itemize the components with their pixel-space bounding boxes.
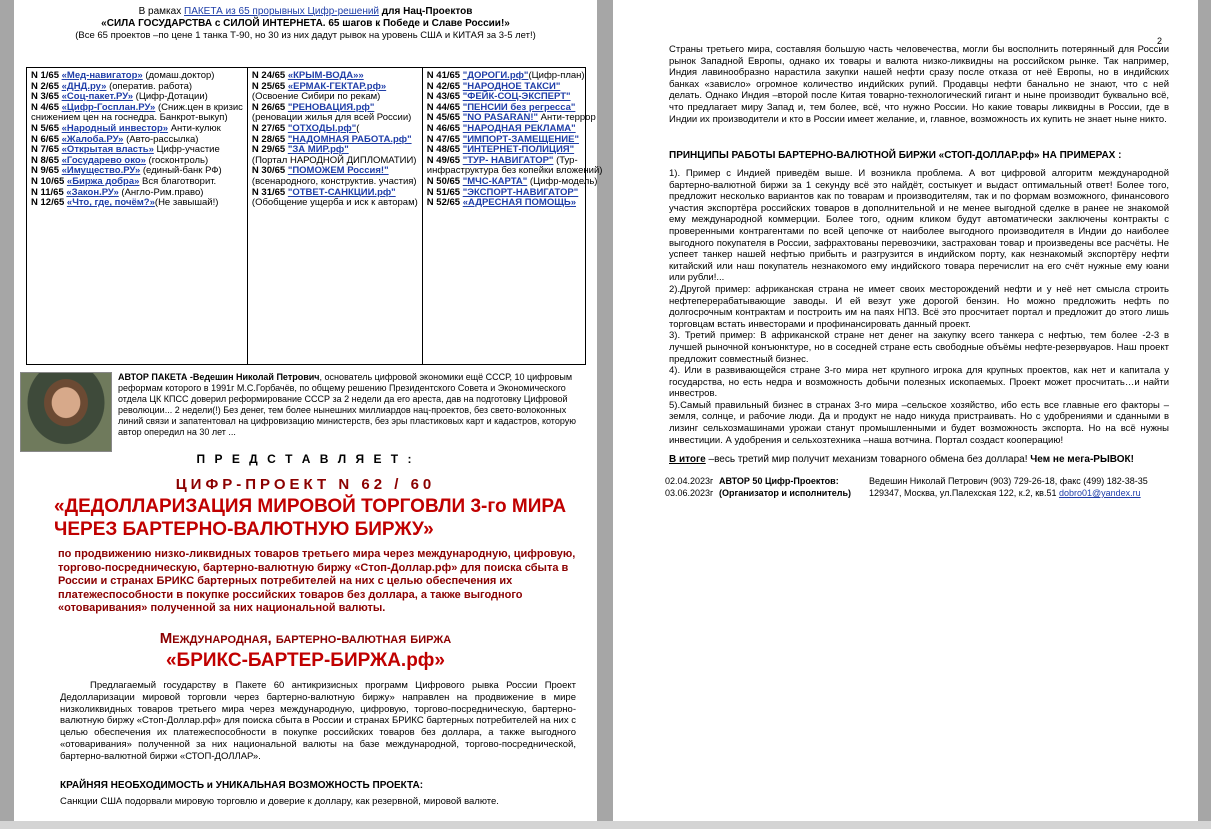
package-header xyxy=(14,0,597,42)
project-name-link[interactable]: "ТУР- НАВИГАТОР" xyxy=(462,154,554,166)
third-world-paragraph: Страны третьего мира, составляя большую часть человечества, могли бы восполнить потерянный для России рынок Западной Европы, однако их товары и валюта низко-ликвидны на российском рынке. Так например, Индия лавинообразно нарастила закупки нашей нефти сразу после отказа от неё Европы, но в индийских банках «зависло» огромное количество индийских рупий. Продавцы нефти банально не знают, что с ней делать. Однако Индия –второй после Китая товарно-технологический гигант и ныне производит буквально всё, что предлагает миру Запад и, тем более, всё, что нужно России. Но какие товары ликвидны в России, где в Индии их производители и кто в России имеет желание, и, главное, возможность их купить не знает ныне никто. xyxy=(669,44,1169,125)
signature-date-1: 02.04.2023г xyxy=(665,476,714,486)
project-number-label: N 28/65 xyxy=(251,133,286,145)
project-number-label: N 6/65 xyxy=(31,133,59,145)
project-number-label: N 4/65 xyxy=(31,101,59,113)
horizontal-scrollbar[interactable] xyxy=(0,821,1211,829)
project-name-link[interactable]: «Соц-пакет.РУ» xyxy=(61,91,134,103)
signature-date-2: 03.06.2023г xyxy=(665,488,714,498)
project-desc: снижением цен на госнедра. Банкрот-выкуп) xyxy=(31,112,228,124)
project-number-label: N 12/65 xyxy=(31,197,65,209)
author-photo xyxy=(20,372,112,452)
presents-heading: П Р Е Д С Т А В Л Я Е Т : xyxy=(196,452,415,466)
project-name-link[interactable]: "РЕНОВАЦИЯ.рф" xyxy=(287,101,375,113)
project-name-link[interactable]: "ИНТЕРНЕТ-ПОЛИЦИЯ" xyxy=(462,144,575,156)
project-name-link[interactable]: «Государево око» xyxy=(61,154,146,166)
sanctions-paragraph: Санкции США подорвали мировую торговлю и доверие к доллару, как резервной, мировой валюте. xyxy=(60,796,499,807)
project-number-label: N 1/65 xyxy=(31,70,59,81)
project-name-link[interactable]: «Закон.РУ» xyxy=(66,186,119,198)
project-number-label: N 7/65 xyxy=(31,144,59,156)
project-desc: (реновации жилья для всей России) xyxy=(251,112,412,124)
project-name-link[interactable]: «Цифр-Госплан.РУ» xyxy=(61,101,156,113)
project-number-label: N 26/65 xyxy=(251,101,286,113)
project-number-label: N 3/65 xyxy=(31,91,59,103)
project-name-link[interactable]: "NO PASARAN!" xyxy=(462,112,539,124)
project-number-label: N 44/65 xyxy=(426,101,461,113)
project-name-link[interactable]: «Жалоба.РУ» xyxy=(61,133,124,145)
exchange-type: Международная, бартерно-валютная биржа xyxy=(159,630,452,647)
project-row xyxy=(31,198,243,209)
header-suffix: для Нац-Проектов xyxy=(379,6,473,17)
project-number-label: N 29/65 xyxy=(251,144,286,156)
project-desc: (Цифр-Дотации) xyxy=(133,91,208,103)
example-1: 1). Пример с Индией приведём выше. И возникла проблема. А вот цифровой алгоритм международной бартерно-валютной биржи за 1 секунду всё это найдёт, состыкует и выдаст оптимальный ответ! Более того, предложит несколько вариантов как по товарам и производителям, так и по формам возможного, финансового участия экспортёра российских товаров в дополнительной и не менее выгодной сделке в ранее не знакомой ему международной коммерции. Более того, одним кликом будут автоматически заключены контракты с проверенными контрагентами по всей цепочке от наиболее выгодного производителя в Индии до наиболее выгодного покупателя в России, зафрахтованы перевозчики, застрахован товар и произведены все расчёты. Не успеет танкер нашей нефтью прибыть и разгрузится в индийском порту, как незнакомый экспортёру нефти китайский или наш покупатель незнакомого ему индийского товара перечислит на его счёт нужные ему юани или рубли!... xyxy=(669,168,1169,284)
author-name: -Ведешин Николай Петрович xyxy=(187,372,320,382)
project-number-label: N 52/65 xyxy=(426,197,461,209)
project-number-label: N 5/65 xyxy=(31,122,59,134)
project-number-label: N 25/65 xyxy=(251,80,286,92)
projects-column-2 xyxy=(248,68,423,364)
project-desc: (Цифр-модель) xyxy=(527,175,598,187)
project-desc: (госконтроль) xyxy=(145,154,209,166)
project-name-link[interactable]: «ДНД.ру» xyxy=(61,80,107,92)
conclusion xyxy=(669,454,1169,465)
project-title: «ДЕДОЛЛАРИЗАЦИЯ МИРОВОЙ ТОРГОВЛИ 3-го МИРА ЧЕРЕЗ БАРТЕРНО-ВАЛЮТНУЮ БИРЖУ» xyxy=(54,496,567,540)
principles-heading: ПРИНЦИПЫ РАБОТЫ БАРТЕРНО-ВАЛЮТНОЙ БИРЖИ «СТОП-ДОЛЛАР.рф» НА ПРИМЕРАХ : xyxy=(669,150,1122,161)
project-name-link[interactable]: "ПОМОЖЕМ Россия!" xyxy=(287,165,389,177)
projects-table xyxy=(26,67,603,365)
project-name-link[interactable]: "ПЕНСИИ без регресса" xyxy=(462,101,576,113)
project-row xyxy=(427,198,603,209)
project-name-link[interactable]: «Имущество.РУ» xyxy=(61,165,141,177)
project-name-link[interactable]: "ДОРОГИ.рф" xyxy=(462,70,529,81)
projects-column-3 xyxy=(423,68,607,364)
project-number-label: N 50/65 xyxy=(426,175,461,187)
author-block xyxy=(20,372,590,454)
project-desc: (Англо-Рим.право) xyxy=(118,186,204,198)
project-name-link[interactable]: "ЭКСПОРТ-НАВИГАТОР" xyxy=(462,186,579,198)
project-name-link[interactable]: "ЗА МИР.рф" xyxy=(287,144,349,156)
signature-address: 129347, Москва, ул.Палехская 122, к.2, кв.51 xyxy=(869,488,1059,498)
project-desc: (единый-банк РФ) xyxy=(140,165,222,177)
project-desc: (Освоение Сибири по рекам) xyxy=(251,91,381,103)
project-number: ЦИФР-ПРОЕКТ N 62 / 60 xyxy=(175,476,436,493)
project-name-link[interactable]: «Мед-навигатор» xyxy=(61,70,143,81)
project-desc: Вся благотворит. xyxy=(139,175,217,187)
project-number-label: N 31/65 xyxy=(251,186,286,198)
project-name-link[interactable]: "НАРОДНОЕ ТАКСИ" xyxy=(462,80,561,92)
project-number-label: N 51/65 xyxy=(426,186,461,198)
project-name-link[interactable]: "МЧС-КАРТА" xyxy=(462,175,528,187)
example-3: 3). Третий пример: В африканской стране нет денег на закупку всего танкера с нефтью, тем более -2-3 в лучшей рыночной конъюнктуре, но в соседней стране есть свободные объёмы нефте-резервуаров. Наш проект предложит совместный бизнес. xyxy=(669,330,1169,365)
signature-line-1 xyxy=(665,476,1185,486)
project-number-label: N 49/65 xyxy=(426,154,461,166)
project-number-label: N 47/65 xyxy=(426,133,461,145)
project-name-link[interactable]: «АДРЕСНАЯ ПОМОЩЬ» xyxy=(462,197,577,209)
project-desc: (Цифр-план) xyxy=(528,70,585,81)
project-number-label: N 42/65 xyxy=(426,80,461,92)
document-page-2 xyxy=(613,0,1198,829)
project-desc: Анти-террор xyxy=(538,112,596,124)
project-number-label: N 43/65 xyxy=(426,91,461,103)
email-link[interactable]: dobro01@yandex.ru xyxy=(1058,488,1141,498)
project-number-label: N 46/65 xyxy=(426,122,461,134)
header-prefix: В рамках xyxy=(138,6,184,17)
project-name-link[interactable]: «КРЫМ-ВОДА»» xyxy=(287,70,364,81)
projects-column-1 xyxy=(27,68,248,364)
project-number-label: N 11/65 xyxy=(31,186,64,198)
project-name-link[interactable]: "ФЕЙК-СОЦ-ЭКСПЕРТ" xyxy=(462,91,571,103)
exchange-name: «БРИКС-БАРТЕР-БИРЖА.рф» xyxy=(165,650,445,671)
necessity-heading: КРАЙНЯЯ НЕОБХОДИМОСТЬ и УНИКАЛЬНАЯ ВОЗМОЖНОСТЬ ПРОЕКТА: xyxy=(60,780,424,791)
project-name-link[interactable]: "НАРОДНАЯ РЕКЛАМА" xyxy=(462,122,576,134)
project-desc: (всенародного, конструктив. участия) xyxy=(251,175,417,187)
project-number-label: N 30/65 xyxy=(251,165,286,177)
project-name-link[interactable]: «Биржа добра» xyxy=(66,175,140,187)
intro-paragraph: Предлагаемый государству в Пакете 60 антикризисных программ Цифрового рывка России Проект Дедолларизации мировой торговли через бартерно-валютную биржу» направлен на продвижение в мире низколиквидных товаров третьего мира через международную, цифровую, торгово-посредническую, бартерно-валютную биржу «Стоп-Доллар.рф» для поиска сбыта в России и странах БРИКС бартерных потребителей на них с целью обеспечения их платежеспособности в покупке российских товаров без доллара, а также выгодного «отоваривания» полученной за них национальной валюты на базе международной, торгово-посреднической, бартерно-валютной биржи «СТОП-ДОЛЛАР». xyxy=(60,680,576,762)
project-desc: (Портал НАРОДНОЙ ДИПЛОМАТИИ) xyxy=(251,154,417,166)
conclusion-text: –весь третий мир получит механизм товарного обмена без доллара! xyxy=(705,454,1031,465)
project-number-label: N 8/65 xyxy=(31,154,59,166)
package-link[interactable]: ПАКЕТА из 65 прорывных Цифр-решений xyxy=(184,6,380,17)
header-note: (Все 65 проектов –по цене 1 танка Т-90, но 30 из них дадут рывок на уровень США и КИТАЯ за 3-5 лет!) xyxy=(75,30,536,41)
project-name-link[interactable]: «Открытая власть» xyxy=(61,144,154,156)
project-desc: Анти-кулюк xyxy=(168,122,221,134)
document-page-1 xyxy=(14,0,603,829)
project-name-link[interactable]: "ОТХОДЫ.рф" xyxy=(287,122,357,134)
project-number-label: N 9/65 xyxy=(31,165,59,177)
project-desc: Цифр-участие xyxy=(153,144,220,156)
project-desc: (Авто-рассылка) xyxy=(123,133,199,145)
project-number-label: N 45/65 xyxy=(426,112,461,124)
project-desc: инфраструктура без копейки вложений) xyxy=(426,165,603,177)
signature-role-1: АВТОР 50 Цифр-Проектов: xyxy=(719,476,839,486)
conclusion-bold: Чем не мега-РЫВОК! xyxy=(1030,454,1134,465)
project-number-label: N 41/65 xyxy=(426,70,461,81)
project-desc: (Обобщение ущерба и иск к авторам) xyxy=(251,197,418,209)
project-desc: (домаш.доктор) xyxy=(142,70,215,81)
project-row xyxy=(252,198,418,209)
project-name-link[interactable]: «Народный инвестор» xyxy=(61,122,169,134)
project-name-link[interactable]: "ОТВЕТ-САНКЦИИ.рф" xyxy=(287,186,396,198)
signature-info-1: Ведешин Николай Петрович (903) 729-26-18, факс (499) 182-38-35 xyxy=(869,476,1148,486)
examples-block xyxy=(669,168,1169,446)
project-description: по продвижению низко-ликвидных товаров третьего мира через международную, цифровую, торгово-посредническую, бартерно-валютную биржу «Стоп-Доллар.рф» для поиска сбыта в России и странах БРИКС бартерных потребителей на них с целью обеспечения их платежеспособности в покупке российских товаров без доллара, а также выгодного «отоваривания» полученной за них национальной валюты. xyxy=(58,548,576,614)
header-slogan: «СИЛА ГОСУДАРСТВА с СИЛОЙ ИНТЕРНЕТА. 65 шагов к Победе и Славе России!» xyxy=(101,18,510,29)
page-number: 2 xyxy=(1156,36,1162,46)
project-desc: (оператив. работа) xyxy=(106,80,193,92)
conclusion-label: В итоге xyxy=(669,454,706,465)
author-bio xyxy=(118,372,586,438)
example-4: 4). Или в развивающейся стране 3-го мира нет крупного игрока для крупных проектов, как нет и капитала у государства, но есть недра и возможность добычи полезных ископаемых. Проект может просчитать…и найти инвестров. xyxy=(669,365,1169,400)
project-name-link[interactable]: «Что, где, почём?» xyxy=(66,197,155,209)
project-name-link[interactable]: «ЕРМАК-ГЕКТАР.рф» xyxy=(287,80,387,92)
author-label: АВТОР ПАКЕТА xyxy=(118,372,188,382)
project-number-label: N 10/65 xyxy=(31,175,65,187)
project-desc: (Не завышай!) xyxy=(154,197,219,209)
signature-line-2 xyxy=(665,488,1185,498)
example-5: 5).Самый правильный бизнес в странах 3-го мира –сельское хозяйство, ибо есть все главные его факторы –земля, солнце, и рабочие люди. Да и продукт не надо никуда пристраивать. Но с удобрениями и сданными в лизинг сельхозмашинами урожаи станут промышленными и будет возможность экспорта. Но на всё нужны инвестиции. А удобрения и сельхозтехника –наша вотчина. Портал создаст кооперацию! xyxy=(669,399,1169,446)
project-desc: (Сниж.цен в кризис xyxy=(155,101,243,113)
project-number-label: N 48/65 xyxy=(426,144,461,156)
author-text: , основатель цифровой экономики ещё СССР, 10 цифровым реформам которого в 1991г М.С.Горбачёв, по общему решению Президентского Совета и Экономического отдела ЦК КПСС доверил реформирование СССР за 2 недели да его ареста, дав на подготовку Цифровой революции... 2 недели(!) Без денег, тем более нынешних миллиардов нац-проектов, без свето-волоконных линий связи и запатентовал на цифровизацию министерств, без эры пластиковых карт и кадастров, которую автор опередил на 30 лет ... xyxy=(118,372,576,437)
project-name-link[interactable]: "ИМПОРТ-ЗАМЕЩЕНИЕ" xyxy=(462,133,579,145)
project-desc: ( xyxy=(356,122,360,134)
project-name-link[interactable]: "НАДОМНАЯ РАБОТА.рф" xyxy=(287,133,412,145)
project-desc: (Тур- xyxy=(553,154,578,166)
project-number-label: N 2/65 xyxy=(31,80,59,92)
project-number-label: N 27/65 xyxy=(251,122,286,134)
example-2: 2).Другой пример: африканская страна не имеет своих месторождений нефти и у неё нет смысла строить нефтеперерабатывающие заводы. И ей везут уже дорогой бензин. Но можно предложить нефть по долгосрочным контрактам и построить им на паях НПЗ. Всё это просчитает портал и предложит до этого лишь торговцам встать инвесторами и профинансировать данный проект. xyxy=(669,283,1169,330)
project-number-label: N 24/65 xyxy=(251,70,286,81)
signature-role-2: (Организатор и исполнитель) xyxy=(719,488,851,498)
